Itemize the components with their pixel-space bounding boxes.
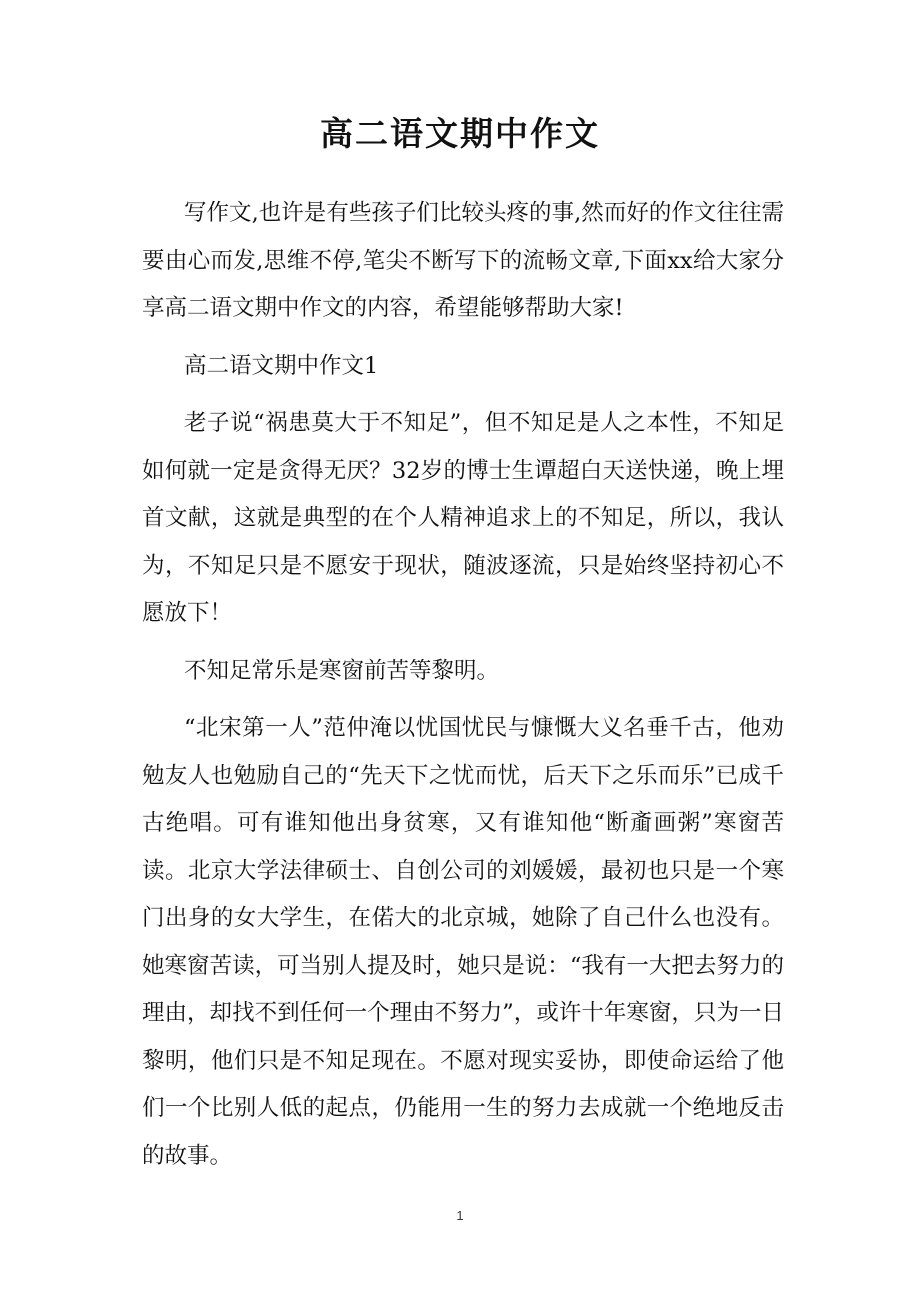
body-paragraph: “北宋第一人”范仲淹以忧国忧民与慷慨大义名垂千古，他劝勉友人也勉励自己的“先天下之忧而忧，后天下之乐而乐”已成千古绝唱。可有谁知他出身贫寒，又有谁知他“断齑画粥”寒窗苦读。北京大学法律硕士、自创公司的刘媛媛，最初也只是一个寒门出身的女大学生，在偌大的北京城，她除了自己什么也没有。她寒窗苦读，可当别人提及时，她只是说：“我有一大把去努力的理由，却找不到任何一个理由不努力”，或许十年寒窗，只为一日黎明，他们只是不知足现在。不愿对现实妥协，即使命运给了他们一个比别人低的起点，仍能用一生的努力去成就一个绝地反击的故事。 bbox=[142, 715, 784, 1169]
page-number: 1 bbox=[456, 1208, 464, 1223]
document-body bbox=[142, 190, 784, 1190]
document-title: 高二语文期中作文 bbox=[320, 114, 600, 153]
body-paragraph: 不知足常乐是寒窗前苦等黎明。 bbox=[184, 657, 500, 684]
section-heading: 高二语文期中作文1 bbox=[184, 352, 379, 379]
intro-paragraph: 写作文,也许是有些孩子们比较头疼的事,然而好的作文往往需要由心而发,思维不停,笔尖不断写下的流畅文章,下面xx给大家分享高二语文期中作文的内容，希望能够帮助大家! bbox=[142, 200, 784, 321]
body-paragraph: 老子说“祸患莫大于不知足”，但不知足是人之本性，不知足如何就一定是贪得无厌？32岁的博士生谭超白天送快递，晚上埋首文献，这就是典型的在个人精神追求上的不知足，所以，我认为，不知足只是不愿安于现状，随波逐流，只是始终坚持初心不愿放下！ bbox=[142, 410, 784, 626]
